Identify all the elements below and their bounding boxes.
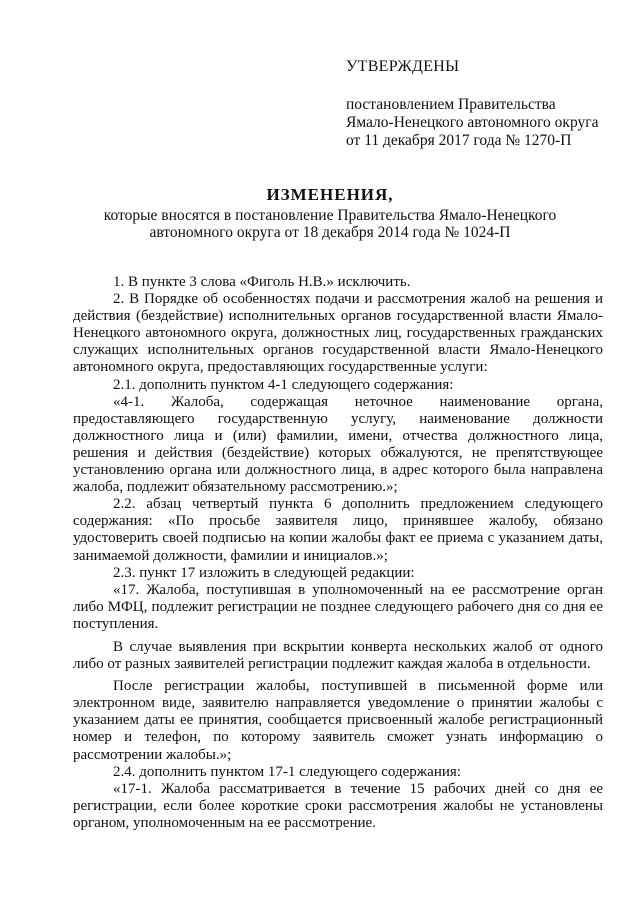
approval-line: от 11 декабря 2017 года № 1270-П bbox=[346, 132, 572, 149]
document-title-block bbox=[70, 186, 590, 241]
approval-line: постановлением Правительства bbox=[346, 96, 556, 113]
document-subtitle-line: автономного округа от 18 декабря 2014 года № 1024-П bbox=[149, 224, 511, 241]
document-title: ИЗМЕНЕНИЯ, bbox=[266, 185, 394, 204]
document-body bbox=[73, 274, 603, 832]
paragraph: После регистрации жалобы, поступившей в письменной форме или электронном виде, заявителю направляется уведомление о принятии жалобы с указанием даты ее принятия, сообщается присвоенный жалобе регистрационный номер и телефон, по которому заявитель сможет узнать информацию о рассмотрении жалобы.»; bbox=[73, 678, 603, 763]
paragraph: 2. В Порядке об особенностях подачи и рассмотрения жалоб на решения и действия (бездействие) исполнительных органов государственной власти Ямало-Ненецкого автономного округа, должностных лиц, государственных гражданских служащих исполнительных органов государственной власти Ямало-Ненецкого автономного округа, предоставляющих государственные услуги: bbox=[73, 291, 603, 376]
paragraph: 2.3. пункт 17 изложить в следующей редакции: bbox=[113, 564, 415, 581]
paragraph: В случае выявления при вскрытии конверта нескольких жалоб от одного либо от разных заявителей регистрации подлежит каждая жалоба в отдельности. bbox=[73, 638, 603, 673]
approval-heading: УТВЕРЖДЕНЫ bbox=[346, 58, 460, 75]
paragraph: 1. В пункте 3 слова «Фиголь Н.В.» исключить. bbox=[113, 274, 411, 290]
paragraph: 2.4. дополнить пунктом 17-1 следующего содержания: bbox=[113, 763, 461, 780]
paragraph: 2.2. абзац четвертый пункта 6 дополнить предложением следующего содержания: «По просьбе заявителя лицо, принявшее жалобу, обязано удостоверить своей подписью на копии жалобы факт ее приема с указанием даты, занимаемой должности, фамилии и инициалов.»; bbox=[73, 496, 603, 564]
paragraph: «17. Жалоба, поступившая в уполномоченный на ее рассмотрение орган либо МФЦ, подлежит регистрации не позднее следующего рабочего дня со дня ее поступления. bbox=[73, 581, 603, 632]
paragraph: 2.1. дополнить пунктом 4-1 следующего содержания: bbox=[113, 376, 454, 393]
paragraph: «17-1. Жалоба рассматривается в течение 15 рабочих дней со дня ее регистрации, если более короткие сроки рассмотрения жалобы не установлены органом, уполномоченным на ее рассмотрение. bbox=[73, 780, 603, 831]
document-subtitle-line: которые вносятся в постановление Правительства Ямало-Ненецкого bbox=[103, 207, 557, 224]
approval-stamp bbox=[346, 58, 616, 150]
paragraph: «4-1. Жалоба, содержащая неточное наименование органа, предоставляющего государственную услугу, наименование должности должностного лица и (или) фамилии, имени, отчества должностного лица, решения и действия (бездействие) которых обжалуются, не препятствующее установлению органа или должностного лица, в адрес которого была направлена жалоба, подлежит обязательному рассмотрению.»; bbox=[73, 393, 603, 496]
approval-line: Ямало-Ненецкого автономного округа bbox=[346, 114, 599, 131]
